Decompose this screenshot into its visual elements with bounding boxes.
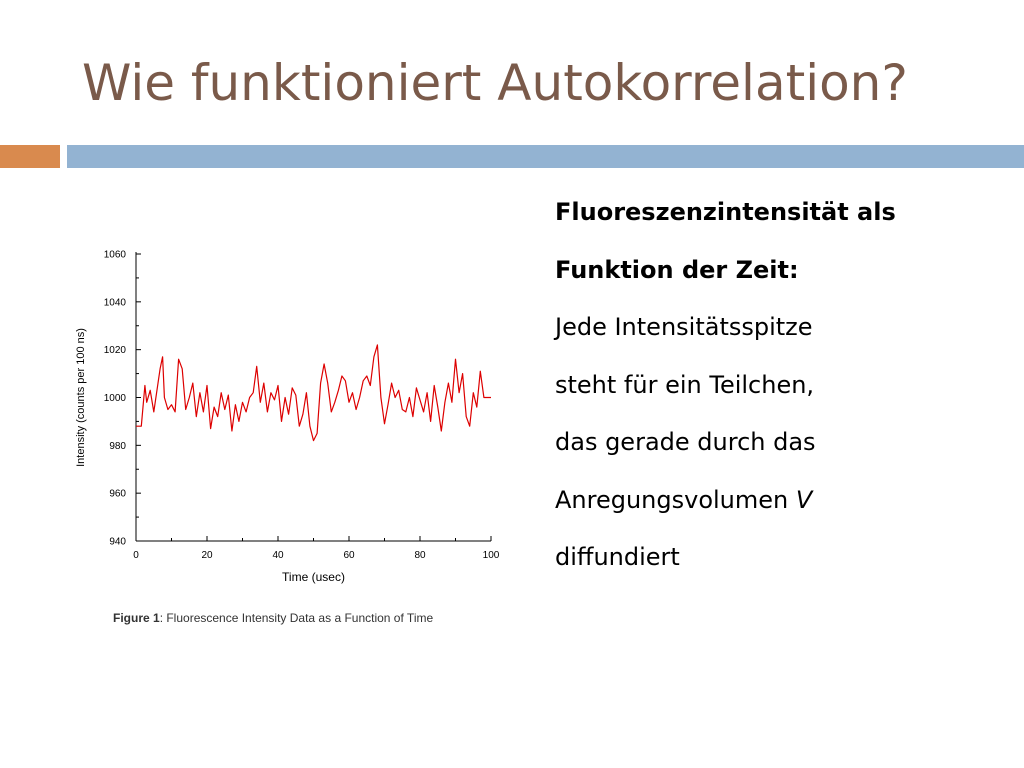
x-tick-label: 0 [133,550,139,561]
x-tick-label: 60 [343,550,355,561]
y-tick-label: 980 [109,440,126,452]
y-axis-label: Intensity (counts per 100 ns) [75,328,87,467]
body-line-5: diffundiert [555,543,680,571]
y-tick-label: 1000 [103,393,126,404]
heading-line-2: Funktion der Zeit: [555,255,799,284]
body-line-4-prefix: Anregungsvolumen [555,485,796,514]
caption-text: : Fluorescence Intensity Data as a Function of Time [159,611,434,625]
y-tick-label: 940 [109,536,126,548]
x-tick-label: 40 [272,550,284,561]
figure-caption [113,611,433,625]
body-line-2: steht für ein Teilchen, [555,370,815,399]
intensity-trace [136,345,491,441]
y-tick-label: 1020 [103,345,126,357]
y-tick-label: 1060 [103,249,126,261]
x-axis-label: Time (usec) [282,570,345,584]
x-tick-label: 80 [414,550,426,561]
heading-line-1: Fluoreszenzintensität als [555,198,896,226]
x-tick-label: 100 [482,550,500,561]
caption-label: Figure 1 [113,611,160,625]
body-line-3: das gerade durch das [555,428,816,456]
volume-symbol: V [795,485,813,514]
y-tick-label: 960 [109,488,126,500]
x-tick-label: 20 [201,550,213,561]
body-line-1: Jede Intensitätsspitze [555,313,813,341]
slide-title: Wie funktioniert Autokorrelation? [82,54,908,112]
y-tick-label: 1040 [103,297,126,309]
chart-plot-area [104,250,500,562]
